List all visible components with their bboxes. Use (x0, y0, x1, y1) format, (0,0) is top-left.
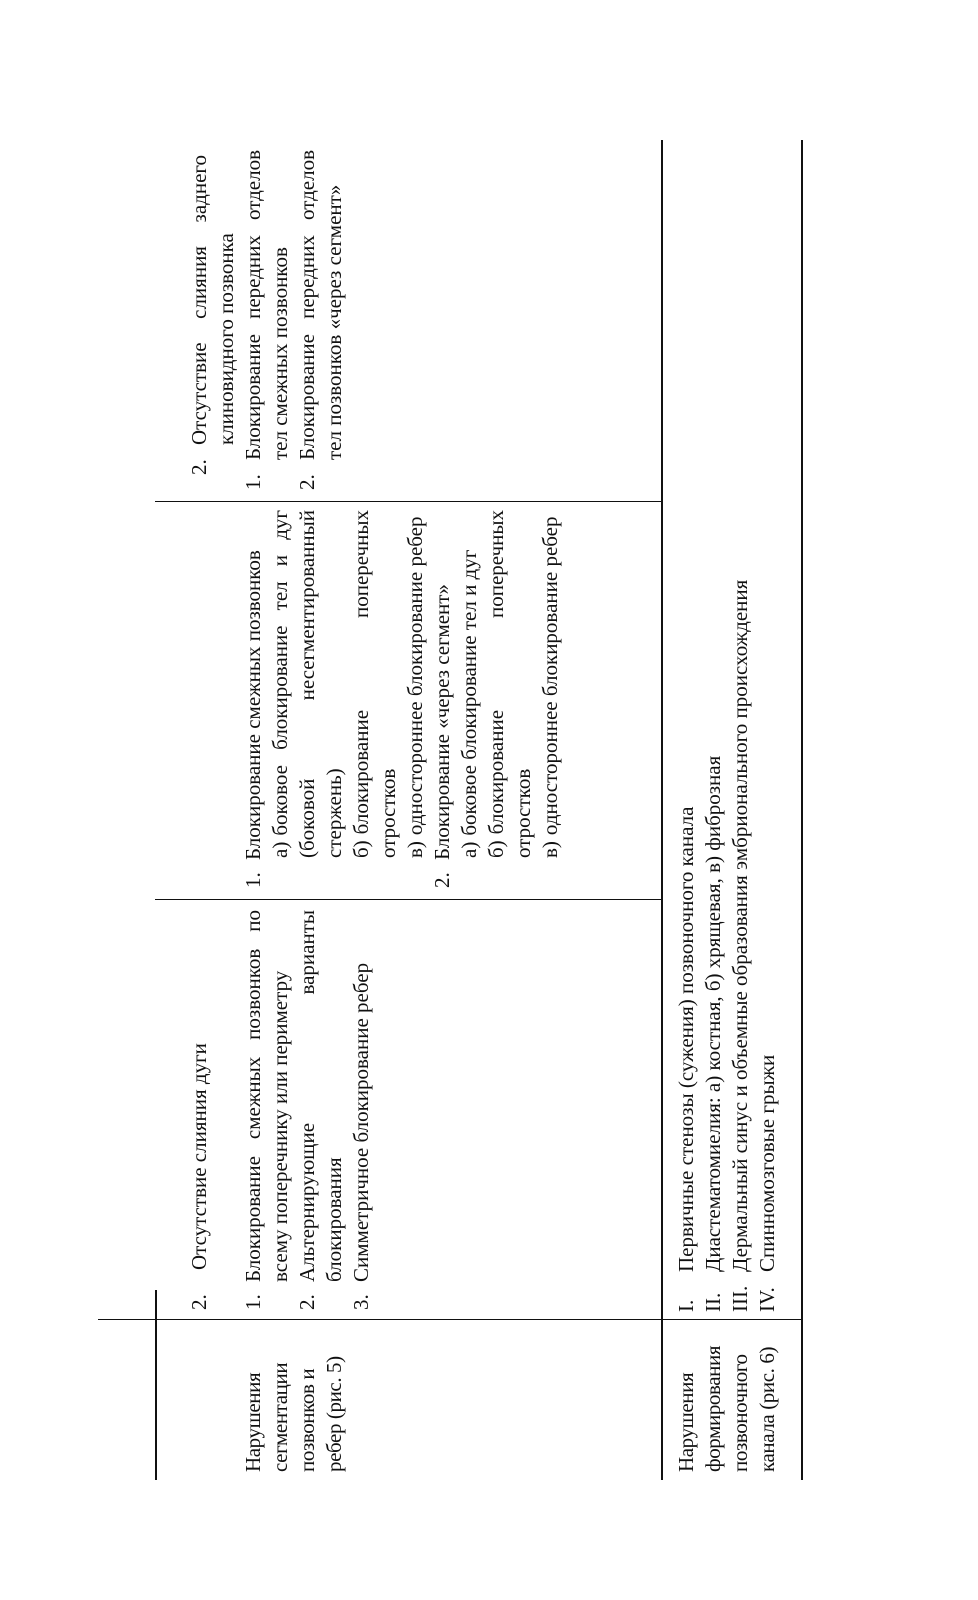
col2-item: 3. Симметричное блокирование ребер (349, 962, 373, 1310)
rotated-table-page (98, 140, 818, 1480)
col3-subitem: б)блокирование поперечных отростков (349, 510, 400, 858)
canal-category-text: Нарушения формирования позвоночного канала (рис. 6) (674, 1345, 779, 1472)
column-divider-3 (155, 501, 661, 502)
canal-list (673, 152, 781, 1312)
col3-subitem: б)блокирование поперечных отростков (484, 510, 535, 858)
col3-subitem: в)одностороннее блокирование ребер (538, 516, 562, 858)
col2-heading-text: Отсутствие слияния дуги (187, 1043, 211, 1270)
canal-item: IV. Спинномозговые грыжи (755, 1054, 779, 1312)
column-divider-1 (98, 1319, 661, 1320)
col2-list (240, 910, 375, 1310)
canal-item: II. Диастематомиелия: а) костная, б) хрящевая, в) фиброзная (701, 755, 725, 1312)
col2-item: 1. Блокирование смежных позвонков по всему поперечнику или периметру (241, 910, 292, 1310)
col3-list (240, 510, 564, 888)
col3-subitem: а)боковое блокирование тел и дуг (457, 549, 481, 858)
col2-heading: 2. Отсутствие слияния дуги (186, 910, 213, 1310)
col4-heading: 2. Отсутствие слияния заднего клиновидного позвонка (187, 155, 238, 475)
row-divider-middle (661, 140, 663, 1480)
col2-item: 2. Альтернирующие варианты блокирования (295, 910, 346, 1310)
col3-group: 1. Блокирование смежных позвонков а)боковое блокирование тел и дуг (боковой несегментированный стержень) б)блокирование поперечных отростков в)одностороннее блокирование ребер (241, 510, 427, 888)
canal-item: III. Дермальный синус и объемные образования эмбрионального происхождения (728, 579, 752, 1312)
col4-item: 2. Блокирование передних отделов тел позвонков «через сегмент» (295, 150, 346, 490)
col3-subitem: в)одностороннее блокирование ребер (403, 516, 427, 858)
col4-heading-text: Отсутствие слияния заднего клиновидного позвонка (187, 155, 238, 445)
segmentation-category (240, 1324, 348, 1472)
canal-item: I. Первичные стенозы (сужения) позвоночного канала (674, 806, 698, 1312)
col3-group: 2. Блокирование «через сегмент» а)боковое блокирование тел и дуг б)блокирование поперечных отростков в)одностороннее блокирование ребер (430, 510, 562, 888)
col4-list (240, 150, 348, 490)
col4-item: 1. Блокирование передних отделов тел смежных позвонков (241, 150, 292, 490)
canal-category (673, 1324, 781, 1472)
segmentation-category-text: Нарушения сегментации позвонков и ребер (рис. 5) (241, 1356, 346, 1472)
row-divider-bottom (801, 140, 803, 1480)
column-divider-2 (155, 899, 661, 900)
col3-subitem: а)боковое блокирование тел и дуг (боковой несегментированный стержень) (268, 510, 346, 858)
column-divider-canal (661, 1319, 801, 1320)
